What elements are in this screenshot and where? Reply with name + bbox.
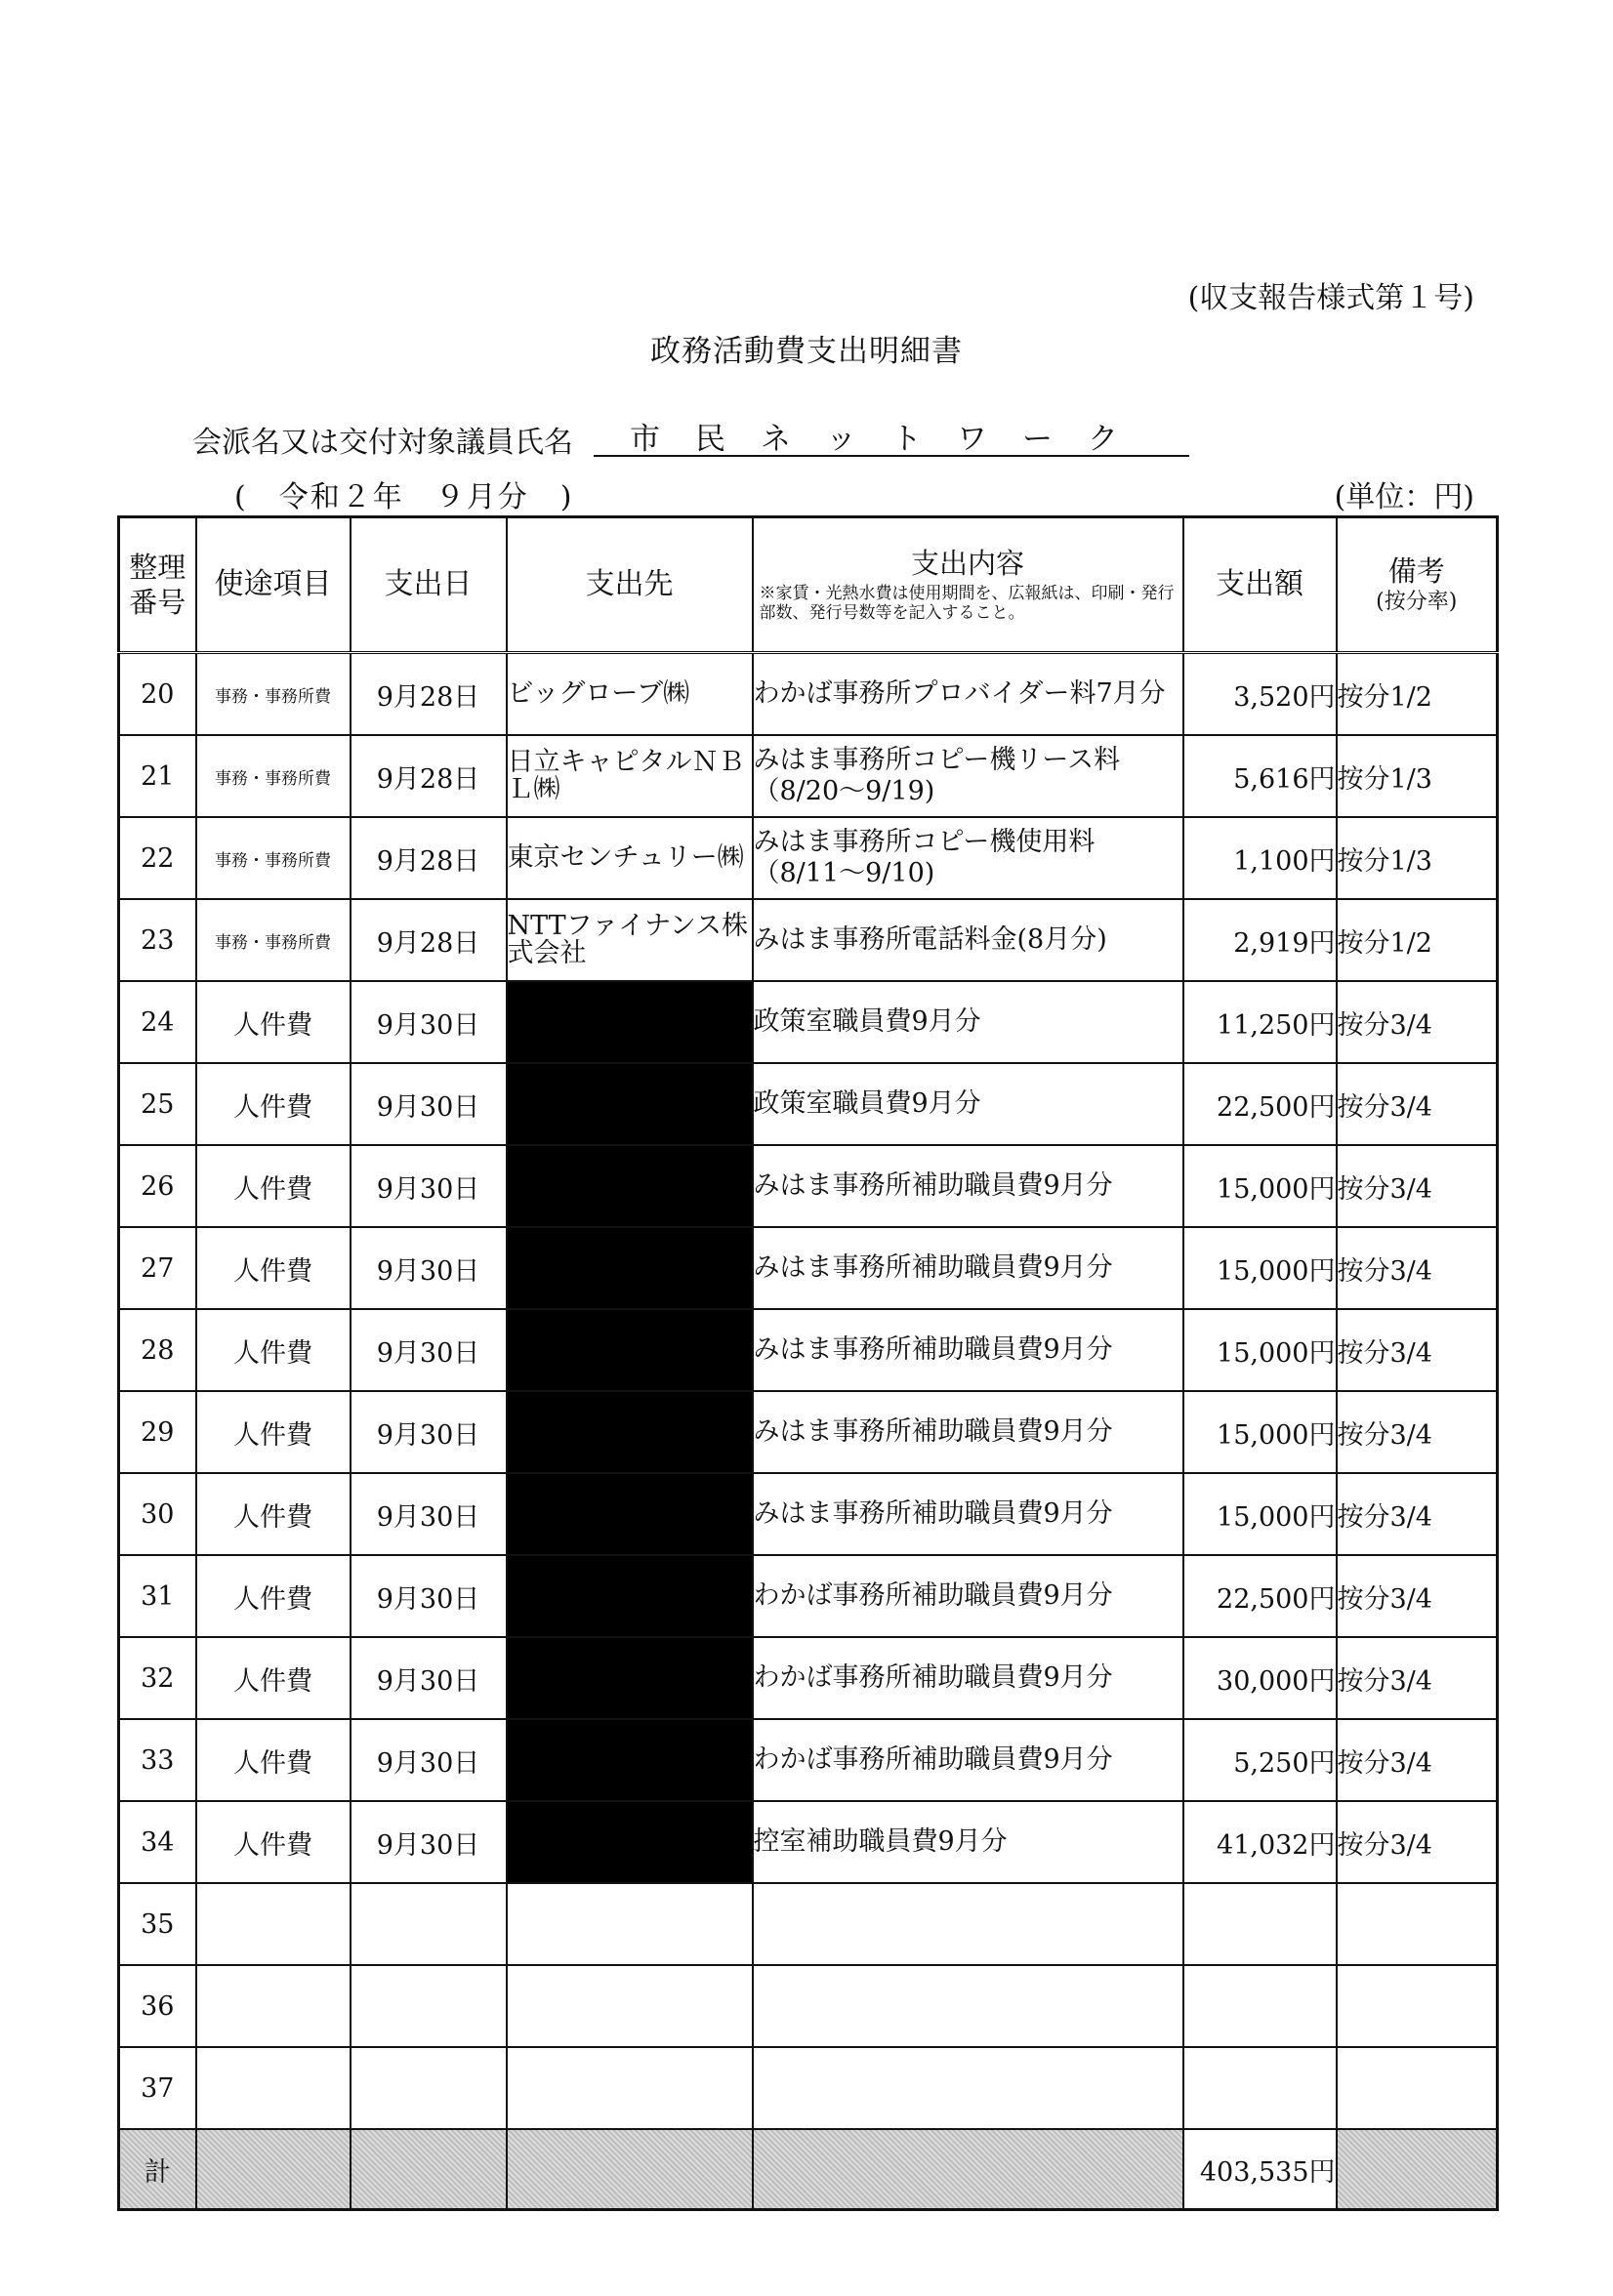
row-amount: 1,100円 xyxy=(1183,817,1337,899)
period: ( 令和２年 ９月分 ) xyxy=(234,480,574,514)
party-name: 市民ネットワーク xyxy=(594,414,1189,457)
row-description xyxy=(753,2047,1183,2129)
unit-label: (単位：円) xyxy=(1334,480,1474,514)
row-category: 人件費 xyxy=(196,1391,351,1473)
row-description: みはま事務所電話料金(8月分) xyxy=(753,899,1183,981)
row-description: わかば事務所補助職員費9月分 xyxy=(753,1719,1183,1801)
row-number: 27 xyxy=(119,1227,196,1309)
row-note: 按分1/3 xyxy=(1337,817,1498,899)
row-date: 9月30日 xyxy=(351,1309,507,1391)
row-note: 按分3/4 xyxy=(1337,1555,1498,1637)
row-amount xyxy=(1183,2047,1337,2129)
row-description xyxy=(753,1965,1183,2047)
row-category: 人件費 xyxy=(196,1637,351,1719)
row-date: 9月28日 xyxy=(351,817,507,899)
col-header-date: 支出日 xyxy=(351,517,507,653)
row-payee: 日立キャピタルＮＢＬ㈱ xyxy=(507,735,753,817)
row-date: 9月28日 xyxy=(351,735,507,817)
row-number: 26 xyxy=(119,1145,196,1227)
row-description: わかば事務所補助職員費9月分 xyxy=(753,1555,1183,1637)
total-filler xyxy=(507,2129,753,2210)
redacted-payee xyxy=(507,1555,753,1637)
row-note: 按分1/3 xyxy=(1337,735,1498,817)
row-amount: 15,000円 xyxy=(1183,1145,1337,1227)
row-payee xyxy=(507,1965,753,2047)
table-row xyxy=(119,1719,1498,1801)
row-description: みはま事務所補助職員費9月分 xyxy=(753,1227,1183,1309)
row-note: 按分3/4 xyxy=(1337,1391,1498,1473)
table-row xyxy=(119,1555,1498,1637)
col-header-note-sub: (按分率) xyxy=(1376,590,1458,615)
table-row xyxy=(119,1473,1498,1555)
expense-table xyxy=(117,515,1499,2211)
row-category xyxy=(196,1883,351,1965)
row-date: 9月28日 xyxy=(351,653,507,736)
table-row xyxy=(119,817,1498,899)
row-category: 人件費 xyxy=(196,981,351,1063)
row-date: 9月28日 xyxy=(351,899,507,981)
row-amount: 3,520円 xyxy=(1183,653,1337,736)
row-amount xyxy=(1183,1965,1337,2047)
row-number: 22 xyxy=(119,817,196,899)
row-category: 人件費 xyxy=(196,1063,351,1145)
row-category xyxy=(196,2047,351,2129)
table-row xyxy=(119,2047,1498,2129)
row-amount: 5,616円 xyxy=(1183,735,1337,817)
total-amount: 403,535円 xyxy=(1183,2129,1337,2210)
col-header-payee: 支出先 xyxy=(507,517,753,653)
row-date: 9月30日 xyxy=(351,1227,507,1309)
row-amount: 2,919円 xyxy=(1183,899,1337,981)
redacted-payee xyxy=(507,1227,753,1309)
row-description: みはま事務所補助職員費9月分 xyxy=(753,1473,1183,1555)
row-description: みはま事務所補助職員費9月分 xyxy=(753,1391,1183,1473)
row-description: わかば事務所補助職員費9月分 xyxy=(753,1637,1183,1719)
redacted-payee xyxy=(507,1719,753,1801)
total-row xyxy=(119,2129,1498,2210)
row-category: 事務・事務所費 xyxy=(196,653,351,736)
total-filler xyxy=(196,2129,351,2210)
row-description: わかば事務所プロバイダー料7月分 xyxy=(753,653,1183,736)
row-number: 28 xyxy=(119,1309,196,1391)
row-number: 34 xyxy=(119,1801,196,1883)
row-note xyxy=(1337,1965,1498,2047)
row-date: 9月30日 xyxy=(351,1063,507,1145)
row-note: 按分3/4 xyxy=(1337,1063,1498,1145)
row-date: 9月30日 xyxy=(351,1801,507,1883)
row-category: 人件費 xyxy=(196,1801,351,1883)
row-number: 37 xyxy=(119,2047,196,2129)
row-note: 按分3/4 xyxy=(1337,1719,1498,1801)
row-description: みはま事務所補助職員費9月分 xyxy=(753,1309,1183,1391)
row-amount: 11,250円 xyxy=(1183,981,1337,1063)
row-amount: 22,500円 xyxy=(1183,1063,1337,1145)
row-description: 政策室職員費9月分 xyxy=(753,1063,1183,1145)
redacted-payee xyxy=(507,1309,753,1391)
row-category: 人件費 xyxy=(196,1145,351,1227)
row-number: 20 xyxy=(119,653,196,736)
table-row xyxy=(119,1801,1498,1883)
row-category: 事務・事務所費 xyxy=(196,899,351,981)
table-row xyxy=(119,899,1498,981)
table-row xyxy=(119,981,1498,1063)
row-note xyxy=(1337,1883,1498,1965)
row-payee: NTTファイナンス株式会社 xyxy=(507,899,753,981)
row-note: 按分1/2 xyxy=(1337,653,1498,736)
redacted-payee xyxy=(507,1473,753,1555)
row-amount: 5,250円 xyxy=(1183,1719,1337,1801)
row-amount: 15,000円 xyxy=(1183,1391,1337,1473)
row-category: 人件費 xyxy=(196,1473,351,1555)
row-amount: 15,000円 xyxy=(1183,1227,1337,1309)
row-payee: 東京センチュリー㈱ xyxy=(507,817,753,899)
col-header-description-label: 支出内容 xyxy=(910,547,1024,581)
row-category: 人件費 xyxy=(196,1719,351,1801)
form-number: (収支報告様式第１号) xyxy=(1187,281,1474,315)
table-row xyxy=(119,1391,1498,1473)
row-note xyxy=(1337,2047,1498,2129)
col-header-note-label: 備考 xyxy=(1387,554,1445,589)
row-note: 按分3/4 xyxy=(1337,1145,1498,1227)
redacted-payee xyxy=(507,1801,753,1883)
row-category: 人件費 xyxy=(196,1227,351,1309)
row-number: 23 xyxy=(119,899,196,981)
row-date xyxy=(351,2047,507,2129)
table-row xyxy=(119,1145,1498,1227)
row-number: 31 xyxy=(119,1555,196,1637)
row-date: 9月30日 xyxy=(351,981,507,1063)
row-date: 9月30日 xyxy=(351,1145,507,1227)
row-description xyxy=(753,1883,1183,1965)
row-description: みはま事務所補助職員費9月分 xyxy=(753,1145,1183,1227)
party-label: 会派名又は交付対象議員氏名 xyxy=(192,426,573,460)
row-number: 24 xyxy=(119,981,196,1063)
table-row xyxy=(119,1309,1498,1391)
row-category: 人件費 xyxy=(196,1309,351,1391)
row-category: 人件費 xyxy=(196,1555,351,1637)
total-filler xyxy=(753,2129,1183,2210)
row-number: 36 xyxy=(119,1965,196,2047)
row-amount: 22,500円 xyxy=(1183,1555,1337,1637)
row-number: 32 xyxy=(119,1637,196,1719)
row-number: 25 xyxy=(119,1063,196,1145)
table-row xyxy=(119,1063,1498,1145)
total-label: 計 xyxy=(119,2129,196,2210)
redacted-payee xyxy=(507,1145,753,1227)
row-description: みはま事務所コピー機リース料（8/20〜9/19) xyxy=(753,735,1183,817)
row-amount: 30,000円 xyxy=(1183,1637,1337,1719)
row-category: 事務・事務所費 xyxy=(196,735,351,817)
row-date: 9月30日 xyxy=(351,1391,507,1473)
row-date xyxy=(351,1965,507,2047)
row-payee xyxy=(507,2047,753,2129)
table-body xyxy=(119,653,1498,2130)
row-number: 33 xyxy=(119,1719,196,1801)
col-header-description-note: ※家賃・光熱水費は使用期間を、広報紙は、印刷・発行部数、発行号数等を記入すること。 xyxy=(759,583,1175,624)
row-number: 21 xyxy=(119,735,196,817)
row-description: 控室補助職員費9月分 xyxy=(753,1801,1183,1883)
row-number: 30 xyxy=(119,1473,196,1555)
table-row xyxy=(119,1227,1498,1309)
table-row xyxy=(119,1883,1498,1965)
col-header-category: 使途項目 xyxy=(196,517,351,653)
row-category xyxy=(196,1965,351,2047)
col-header-description xyxy=(753,517,1183,653)
col-header-no: 整理番号 xyxy=(119,517,196,653)
row-description: 政策室職員費9月分 xyxy=(753,981,1183,1063)
row-date: 9月30日 xyxy=(351,1555,507,1637)
row-note: 按分3/4 xyxy=(1337,1637,1498,1719)
col-header-amount: 支出額 xyxy=(1183,517,1337,653)
row-number: 35 xyxy=(119,1883,196,1965)
row-amount: 15,000円 xyxy=(1183,1473,1337,1555)
redacted-payee xyxy=(507,1391,753,1473)
row-amount: 41,032円 xyxy=(1183,1801,1337,1883)
row-date xyxy=(351,1883,507,1965)
row-note: 按分3/4 xyxy=(1337,1309,1498,1391)
redacted-payee xyxy=(507,981,753,1063)
redacted-payee xyxy=(507,1063,753,1145)
table-header xyxy=(119,517,1498,653)
row-note: 按分3/4 xyxy=(1337,1801,1498,1883)
row-note: 按分3/4 xyxy=(1337,1473,1498,1555)
total-filler xyxy=(1337,2129,1498,2210)
col-header-note xyxy=(1337,517,1498,653)
row-number: 29 xyxy=(119,1391,196,1473)
row-note: 按分1/2 xyxy=(1337,899,1498,981)
total-filler xyxy=(351,2129,507,2210)
table-row xyxy=(119,653,1498,736)
row-note: 按分3/4 xyxy=(1337,1227,1498,1309)
table-row xyxy=(119,735,1498,817)
row-description: みはま事務所コピー機使用料（8/11〜9/10) xyxy=(753,817,1183,899)
row-note: 按分3/4 xyxy=(1337,981,1498,1063)
table-row xyxy=(119,1637,1498,1719)
row-date: 9月30日 xyxy=(351,1637,507,1719)
document-title: 政務活動費支出明細書 xyxy=(650,334,963,369)
row-payee: ビッグローブ㈱ xyxy=(507,653,753,736)
row-date: 9月30日 xyxy=(351,1473,507,1555)
row-payee xyxy=(507,1883,753,1965)
row-amount xyxy=(1183,1883,1337,1965)
row-category: 事務・事務所費 xyxy=(196,817,351,899)
row-date: 9月30日 xyxy=(351,1719,507,1801)
row-amount: 15,000円 xyxy=(1183,1309,1337,1391)
redacted-payee xyxy=(507,1637,753,1719)
table-row xyxy=(119,1965,1498,2047)
